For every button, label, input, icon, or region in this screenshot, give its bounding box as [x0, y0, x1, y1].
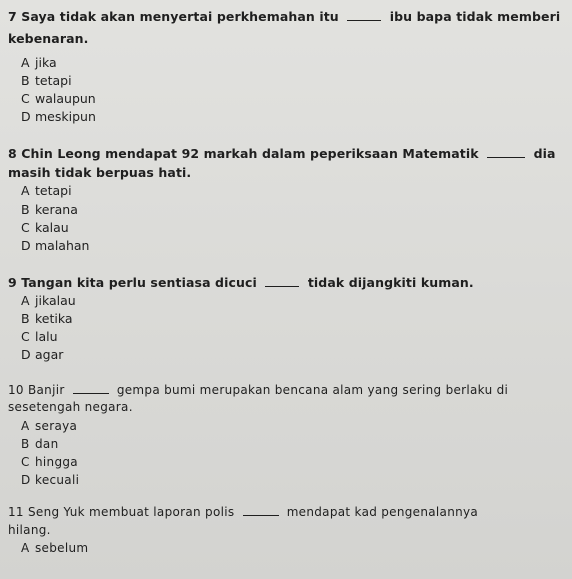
question-8-line-1 — [8, 145, 556, 162]
question-11-text-after-blank: mendapat kad pengenalannya — [286, 505, 479, 519]
question-9-text-after-blank: tidak dijangkiti kuman. — [307, 275, 474, 290]
option-10-c: C hingga — [21, 455, 78, 469]
option-7-a: A jika — [21, 55, 57, 70]
answer-blank — [265, 274, 299, 287]
question-11-line-2: hilang. — [8, 523, 51, 537]
option-7-b: B tetapi — [21, 73, 72, 88]
option-8-b: B kerana — [21, 202, 78, 217]
option-9-c: C lalu — [21, 329, 58, 344]
option-8-a: A tetapi — [21, 183, 72, 198]
option-9-d: D agar — [21, 347, 64, 362]
question-10-text-after-blank: gempa bumi merupakan bencana alam yang sering berlaku di — [116, 383, 509, 397]
option-10-b: B dan — [21, 437, 59, 451]
option-11-a: A sebelum — [21, 541, 89, 555]
option-9-b: B ketika — [21, 311, 73, 326]
question-11-line-1 — [8, 503, 478, 520]
answer-blank — [347, 8, 381, 21]
option-9-a: A jikalau — [21, 293, 76, 308]
question-11-text-before-blank: 11 Seng Yuk membuat laporan polis — [8, 505, 235, 519]
option-10-a: A seraya — [21, 419, 78, 433]
question-7-line-1 — [8, 8, 560, 25]
question-7-text-after-blank: ibu bapa tidak memberi — [389, 9, 561, 24]
question-8-text-after-blank: dia — [533, 146, 556, 161]
option-7-d: D meskipun — [21, 109, 96, 124]
question-7-line-2: kebenaran. — [8, 31, 89, 46]
answer-blank — [243, 503, 279, 516]
question-8-line-2: masih tidak berpuas hati. — [8, 165, 192, 180]
answer-blank — [73, 381, 109, 394]
option-7-c: C walaupun — [21, 91, 96, 106]
question-7-text-before-blank: 7 Saya tidak akan menyertai perkhemahan itu — [8, 9, 339, 24]
question-10-line-1 — [8, 381, 508, 398]
question-9-line-1 — [8, 274, 474, 291]
answer-blank — [487, 145, 525, 158]
option-8-d: D malahan — [21, 238, 90, 253]
question-8-text-before-blank: 8 Chin Leong mendapat 92 markah dalam peperiksaan Matematik — [8, 146, 479, 161]
option-8-c: C kalau — [21, 220, 69, 235]
question-9-text-before-blank: 9 Tangan kita perlu sentiasa dicuci — [8, 275, 257, 290]
option-10-d: D kecuali — [21, 473, 80, 487]
question-10-line-2: sesetengah negara. — [8, 400, 133, 414]
question-10-text-before-blank: 10 Banjir — [8, 383, 65, 397]
